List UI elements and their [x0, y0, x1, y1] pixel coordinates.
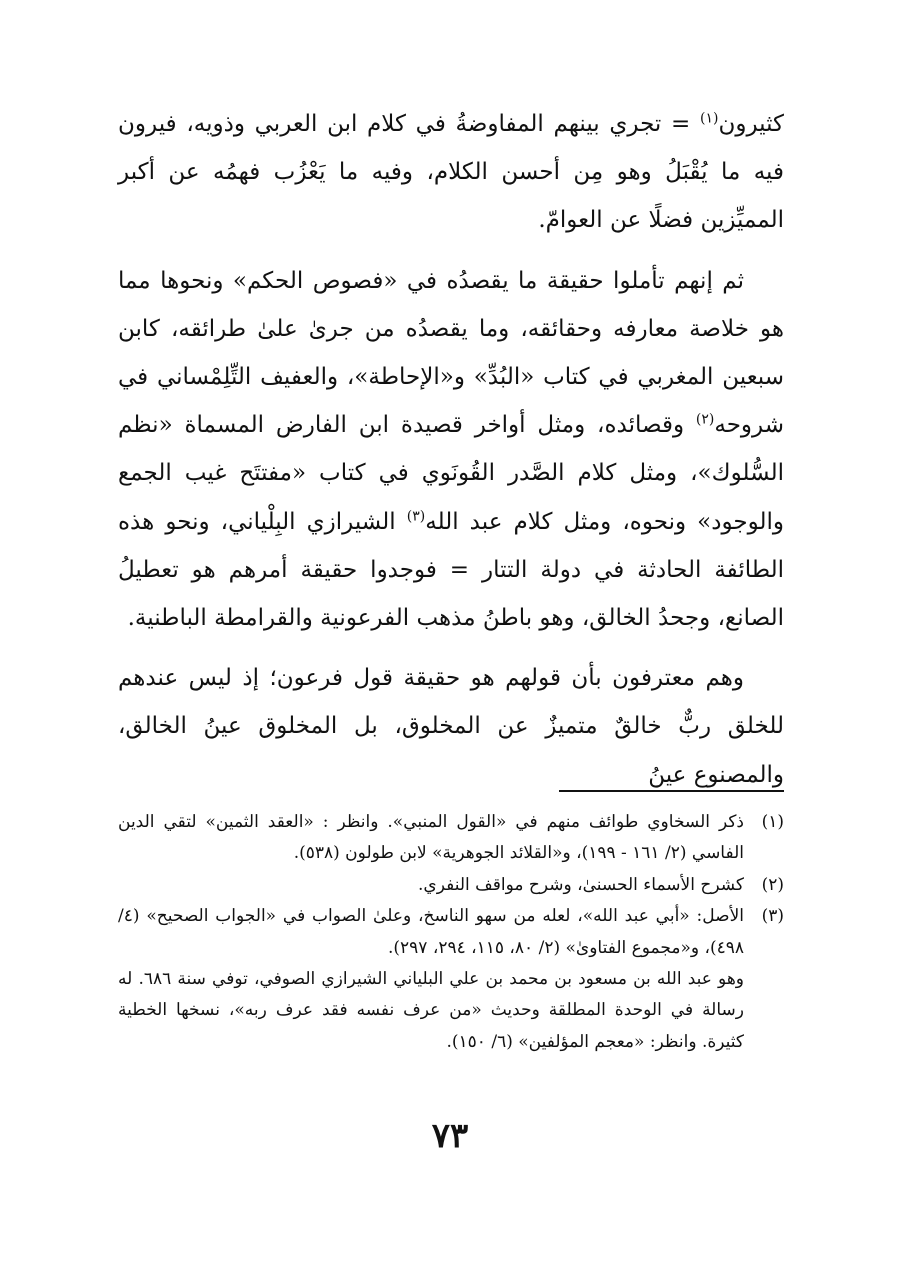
paragraph-2-part-2: وقصائده، ومثل أواخر قصيدة ابن الفارض المسماة «نظم السُّلوك»، ومثل كلام الصَّدر القُونَوي في كتاب «مفتتَح غيب الجمع والوجود» ونحوه، ومثل كلام عبد الله	[118, 412, 785, 535]
paragraph-1-start: كثيرون	[718, 111, 784, 137]
paragraph-3: وهم معترفون بأن قولهم هو حقيقة قول فرعون؛ إذ ليس عندهم للخلق ربٌّ خالقٌ متميزٌ عن المخلوق، بل المخلوق عينُ الخالق، والمصنوع عينُ	[118, 665, 784, 788]
main-text	[118, 100, 784, 811]
footnote-1-number: (١)	[761, 812, 784, 832]
footnote-2-number: (٢)	[761, 874, 784, 895]
footnote-separator	[559, 790, 784, 792]
footnote-3-continuation: وهو عبد الله بن مسعود بن محمد بن علي البلياني الشيرازي الصوفي، توفي سنة ٦٨٦. له رسالة في الوحدة المطلقة وحديث «من عرف نفسه فقد عرف ربه»، نسخها الخطية كثيرة. وانظر: «معجم المؤلفين» (٦/ ١٥٠).	[118, 969, 744, 1052]
footnote-ref-2: (٢)	[695, 411, 715, 428]
paragraph-1-rest: = تجري بينهم المفاوضةُ في كلام ابن العربي وذويه، فيرون فيه ما يُقْبَلُ وهو مِن أحسن الكلام، وفيه ما يَعْزُب فهمُه عن أكبر المميِّزين فضلًا عن العوامّ.	[118, 111, 784, 234]
footnote-3-text: الأصل: «أبي عبد الله»، لعله من سهو الناسخ، وعلىٰ الصواب في «الجواب الصحيح» (٤/ ٤٩٨)، و«مجموع الفتاوىٰ» (٢/ ٨٠، ١١٥، ٢٩٤، ٢٩٧).	[118, 906, 744, 958]
footnotes	[118, 807, 784, 1058]
page-number: ٧٣	[431, 1116, 469, 1156]
paragraph-2-part-1: ثم إنهم تأملوا حقيقة ما يقصدُه في «فصوص الحكم» ونحوها مما هو خلاصة معارفه وحقائقه، وما يقصدُه من جرىٰ علىٰ طرائقه، كابن سبعين المغربي في كتاب «البُدِّ» و«الإحاطة»، والعفيف التِّلِمْساني في شروحه	[118, 267, 784, 439]
paragraph-2	[118, 257, 784, 643]
footnote-ref-1: (١)	[700, 110, 719, 127]
paragraph-2-part-3: الشيرازي البِلْياني، ونحو هذه الطائفة الحادثة في دولة التتار = فوجدوا حقيقة أمرهم هو تعطيلُ الصانع، وجحدُ الخالق، وهو باطنُ مذهب الفرعونية والقرامطة الباطنية.	[118, 508, 784, 632]
paragraph-1	[118, 100, 784, 245]
footnote-2-text: كشرح الأسماء الحسنىٰ، وشرح مواقف النفري.	[418, 874, 744, 895]
footnote-3	[118, 901, 784, 964]
footnote-ref-3: (٣)	[406, 507, 426, 524]
footnote-1	[118, 807, 784, 870]
footnote-1-text: ذكر السخاوي طوائف منهم في «القول المنبي». وانظر : «العقد الثمين» لتقي الدين الفاسي (٢/ ١٦١ - ١٩٩)، و«القلائد الجوهرية» لابن طولون (٥٣٨).	[118, 812, 744, 864]
footnote-2	[118, 870, 784, 901]
footnote-3-number: (٣)	[761, 906, 784, 927]
